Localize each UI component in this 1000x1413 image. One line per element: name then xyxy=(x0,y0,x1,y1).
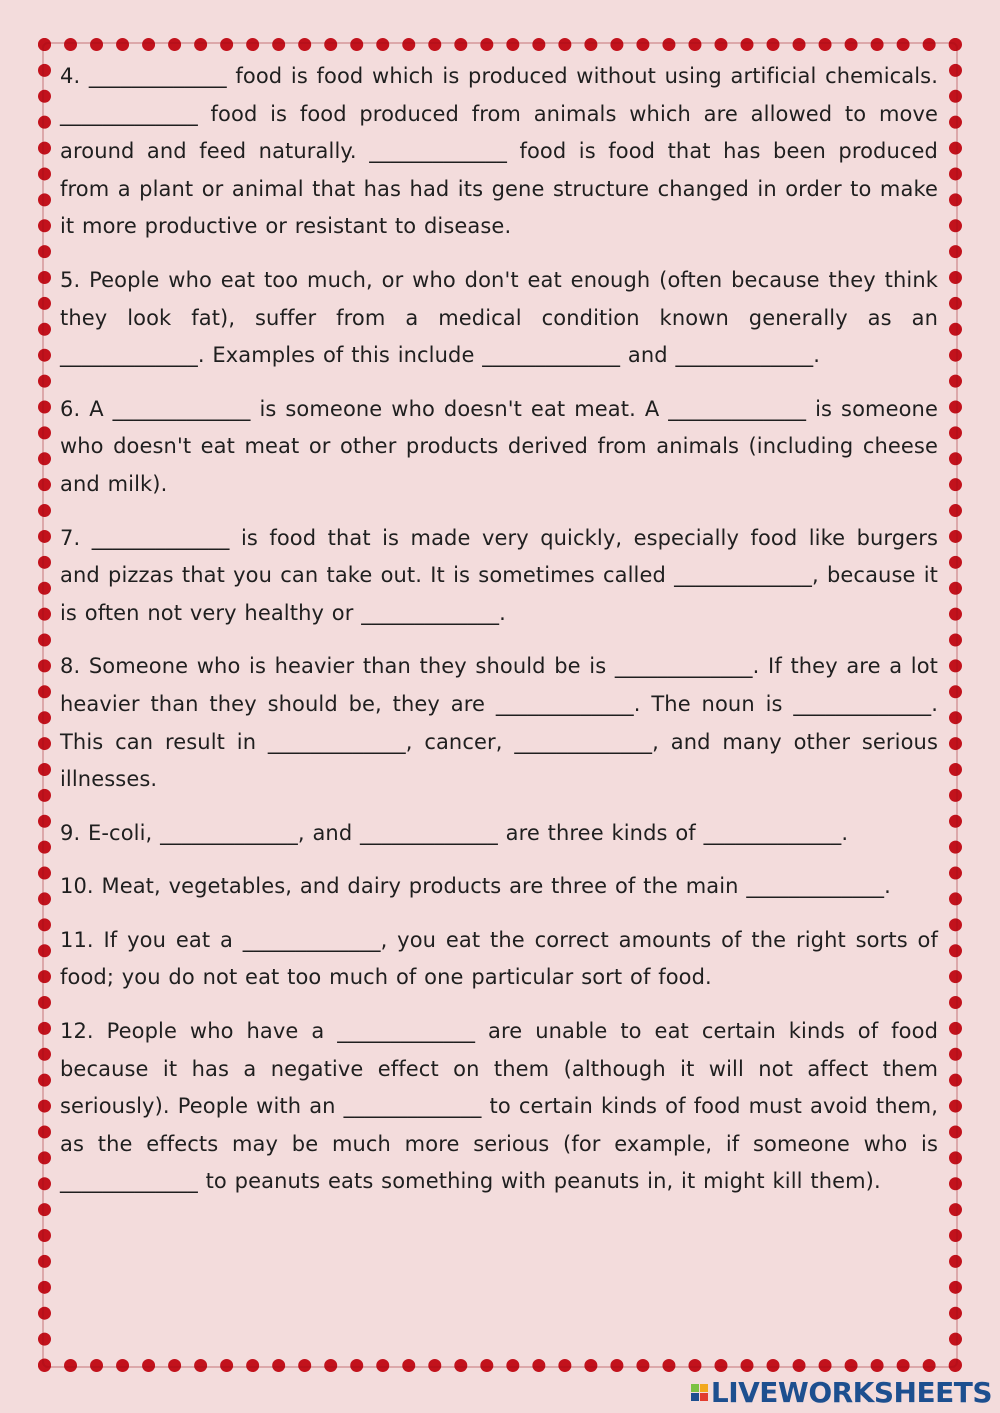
answer-blank[interactable]: _____________ xyxy=(495,691,634,716)
question-text: 4. xyxy=(60,64,89,88)
question-text: is food that is made very quickly, especially food like burgers and pizzas that you can take out. It is sometimes called xyxy=(60,525,939,588)
question-4 xyxy=(60,58,938,246)
answer-blank[interactable]: _____________ xyxy=(112,396,251,421)
answer-blank[interactable]: _____________ xyxy=(675,343,814,368)
worksheet-content xyxy=(60,58,938,1201)
logo-square xyxy=(700,1393,708,1401)
answer-blank[interactable]: _____________ xyxy=(482,343,621,368)
answer-blank[interactable]: _____________ xyxy=(242,927,381,952)
question-text: . xyxy=(841,820,849,845)
answer-blank[interactable]: _____________ xyxy=(60,343,198,368)
answer-blank[interactable]: _____________ xyxy=(668,396,807,421)
question-text: . xyxy=(499,600,506,625)
answer-blank[interactable]: _____________ xyxy=(88,64,227,88)
question-text: 6. A xyxy=(60,396,113,421)
question-text: 8. Someone who is heavier than they should be is xyxy=(60,654,615,679)
question-text: 11. If you eat a xyxy=(60,927,243,952)
question-text: . This can result in xyxy=(60,691,939,754)
question-text: . xyxy=(884,874,891,899)
answer-blank[interactable]: _____________ xyxy=(91,525,230,550)
answer-blank[interactable]: _____________ xyxy=(337,1019,476,1044)
question-10 xyxy=(60,868,938,906)
logo-square xyxy=(691,1384,699,1392)
question-7 xyxy=(60,520,938,633)
answer-blank[interactable]: _____________ xyxy=(160,820,298,845)
answer-blank[interactable]: _____________ xyxy=(60,101,198,126)
answer-blank[interactable]: _____________ xyxy=(746,874,885,899)
question-text: food is food produced from animals which are allowed to move around and feed naturally. xyxy=(60,101,938,164)
question-text: . Examples of this include xyxy=(197,343,483,368)
question-text: are unable to eat certain kinds of food because it has a negative effect on them (although it will not affect them seriously). People with an xyxy=(60,1019,939,1119)
question-text: to peanuts eats something with peanuts in, it might kill them). xyxy=(197,1169,881,1194)
question-6 xyxy=(60,391,938,504)
liveworksheets-logo-icon xyxy=(691,1384,708,1401)
question-text: 12. People who have a xyxy=(60,1019,338,1044)
brand-name: LIVEWORKSHEETS xyxy=(710,1375,992,1409)
answer-blank[interactable]: _____________ xyxy=(343,1094,482,1119)
question-text: food is food which is produced without using artificial chemicals. xyxy=(226,64,938,88)
logo-square xyxy=(691,1393,699,1401)
answer-blank[interactable]: _____________ xyxy=(514,729,653,754)
question-text: to certain kinds of food must avoid them, as the effects may be much more serious (for example, if someone who is xyxy=(60,1094,938,1156)
question-5 xyxy=(60,262,938,375)
liveworksheets-logo xyxy=(691,1377,992,1407)
question-11 xyxy=(60,922,938,997)
question-text: and xyxy=(620,343,676,368)
question-text: are three kinds of xyxy=(497,820,704,845)
answer-blank[interactable]: _____________ xyxy=(614,654,753,679)
question-text: 10. Meat, vegetables, and dairy products are three of the main xyxy=(60,874,747,899)
question-text: food is food that has been produced from a plant or animal that has had its gene structure changed in order to make it more productive or resistant to disease. xyxy=(60,139,938,239)
question-text: . The noun is xyxy=(633,691,794,716)
question-text: , cancer, xyxy=(405,729,515,754)
answer-blank[interactable]: _____________ xyxy=(267,729,406,754)
question-text: is someone who doesn't eat meat. A xyxy=(250,396,669,421)
answer-blank[interactable]: _____________ xyxy=(703,820,842,845)
answer-blank[interactable]: _____________ xyxy=(793,691,932,716)
question-text: , and many other serious illnesses. xyxy=(60,729,938,792)
question-text: is someone who doesn't eat meat or other products derived from animals (including cheese and milk). xyxy=(60,396,938,496)
answer-blank[interactable]: _____________ xyxy=(369,139,507,164)
answer-blank[interactable]: _____________ xyxy=(360,820,498,845)
question-text: . xyxy=(813,343,821,368)
question-text: 7. xyxy=(60,525,92,550)
question-text: , you eat the correct amounts of the right sorts of food; you do not eat too much of one particular sort of food. xyxy=(60,927,938,990)
question-8 xyxy=(60,648,938,798)
answer-blank[interactable]: _____________ xyxy=(674,563,812,588)
logo-square xyxy=(700,1384,708,1392)
question-text: 9. E-coli, xyxy=(60,820,161,845)
question-9 xyxy=(60,815,938,853)
question-text: , because it is often not very healthy or xyxy=(60,563,938,625)
answer-blank[interactable]: _____________ xyxy=(361,600,500,625)
question-12 xyxy=(60,1013,938,1201)
question-text: . If they are a lot heavier than they should be, they are xyxy=(60,654,938,716)
question-text: 5. People who eat too much, or who don't eat enough (often because they think they look fat), suffer from a medical condition known generally as an xyxy=(60,267,938,330)
question-text: , and xyxy=(297,820,361,845)
answer-blank[interactable]: _____________ xyxy=(60,1169,198,1194)
